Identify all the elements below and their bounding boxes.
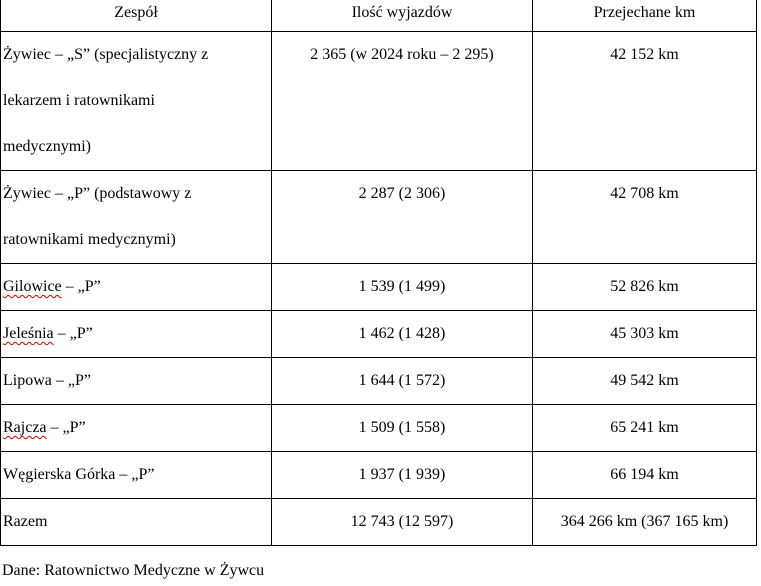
team-line: Żywiec – „P” (podstawowy z (3, 185, 192, 202)
km-cell: 49 542 km (533, 358, 757, 405)
table-row-zywiec-s (1, 32, 757, 171)
km-cell: 42 152 km (533, 32, 757, 171)
table-row-jelesnia (1, 311, 757, 358)
team-name: Gilowice (3, 278, 62, 295)
team-name: Jeleśnia (3, 325, 54, 342)
team-cell: Lipowa – „P” (1, 358, 272, 405)
table-row-lipowa (1, 358, 757, 405)
header-trips: Ilość wyjazdów (272, 0, 533, 32)
team-cell: Razem (1, 499, 272, 546)
team-cell (1, 264, 272, 311)
team-line: Żywiec – „S” (specjalistyczny z (3, 46, 209, 63)
header-km: Przejechane km (533, 0, 757, 32)
team-suffix: – „P” (46, 419, 86, 436)
team-cell (1, 171, 272, 264)
trips-cell: 1 539 (1 499) (272, 264, 533, 311)
header-team: Zespół (1, 0, 272, 32)
table-row-total (1, 499, 757, 546)
trips-cell: 1 509 (1 558) (272, 405, 533, 452)
team-line: medycznymi) (3, 138, 91, 155)
table-row-zywiec-p (1, 171, 757, 264)
km-cell: 52 826 km (533, 264, 757, 311)
km-cell: 42 708 km (533, 171, 757, 264)
km-cell: 45 303 km (533, 311, 757, 358)
team-cell (1, 405, 272, 452)
team-suffix: – „P” (61, 278, 101, 295)
trips-cell: 2 287 (2 306) (272, 171, 533, 264)
table-row-rajcza (1, 405, 757, 452)
team-cell (1, 32, 272, 171)
source-note: Dane: Ratownictwo Medyczne w Żywcu (2, 562, 265, 579)
team-suffix: – „P” (53, 325, 93, 342)
team-line: ratownikami medycznymi) (3, 231, 176, 248)
table-row-gilowice (1, 264, 757, 311)
team-cell (1, 311, 272, 358)
trips-cell: 1 644 (1 572) (272, 358, 533, 405)
team-line: lekarzem i ratownikami (3, 92, 155, 109)
table-header-row (1, 0, 757, 32)
table-row-wegierska-gorka (1, 452, 757, 499)
trips-cell: 1 937 (1 939) (272, 452, 533, 499)
km-cell: 65 241 km (533, 405, 757, 452)
trips-cell: 2 365 (w 2024 roku – 2 295) (272, 32, 533, 171)
km-cell: 66 194 km (533, 452, 757, 499)
trips-cell: 12 743 (12 597) (272, 499, 533, 546)
km-cell: 364 266 km (367 165 km) (533, 499, 757, 546)
trips-cell: 1 462 (1 428) (272, 311, 533, 358)
team-name: Rajcza (3, 419, 47, 436)
team-cell: Węgierska Górka – „P” (1, 452, 272, 499)
